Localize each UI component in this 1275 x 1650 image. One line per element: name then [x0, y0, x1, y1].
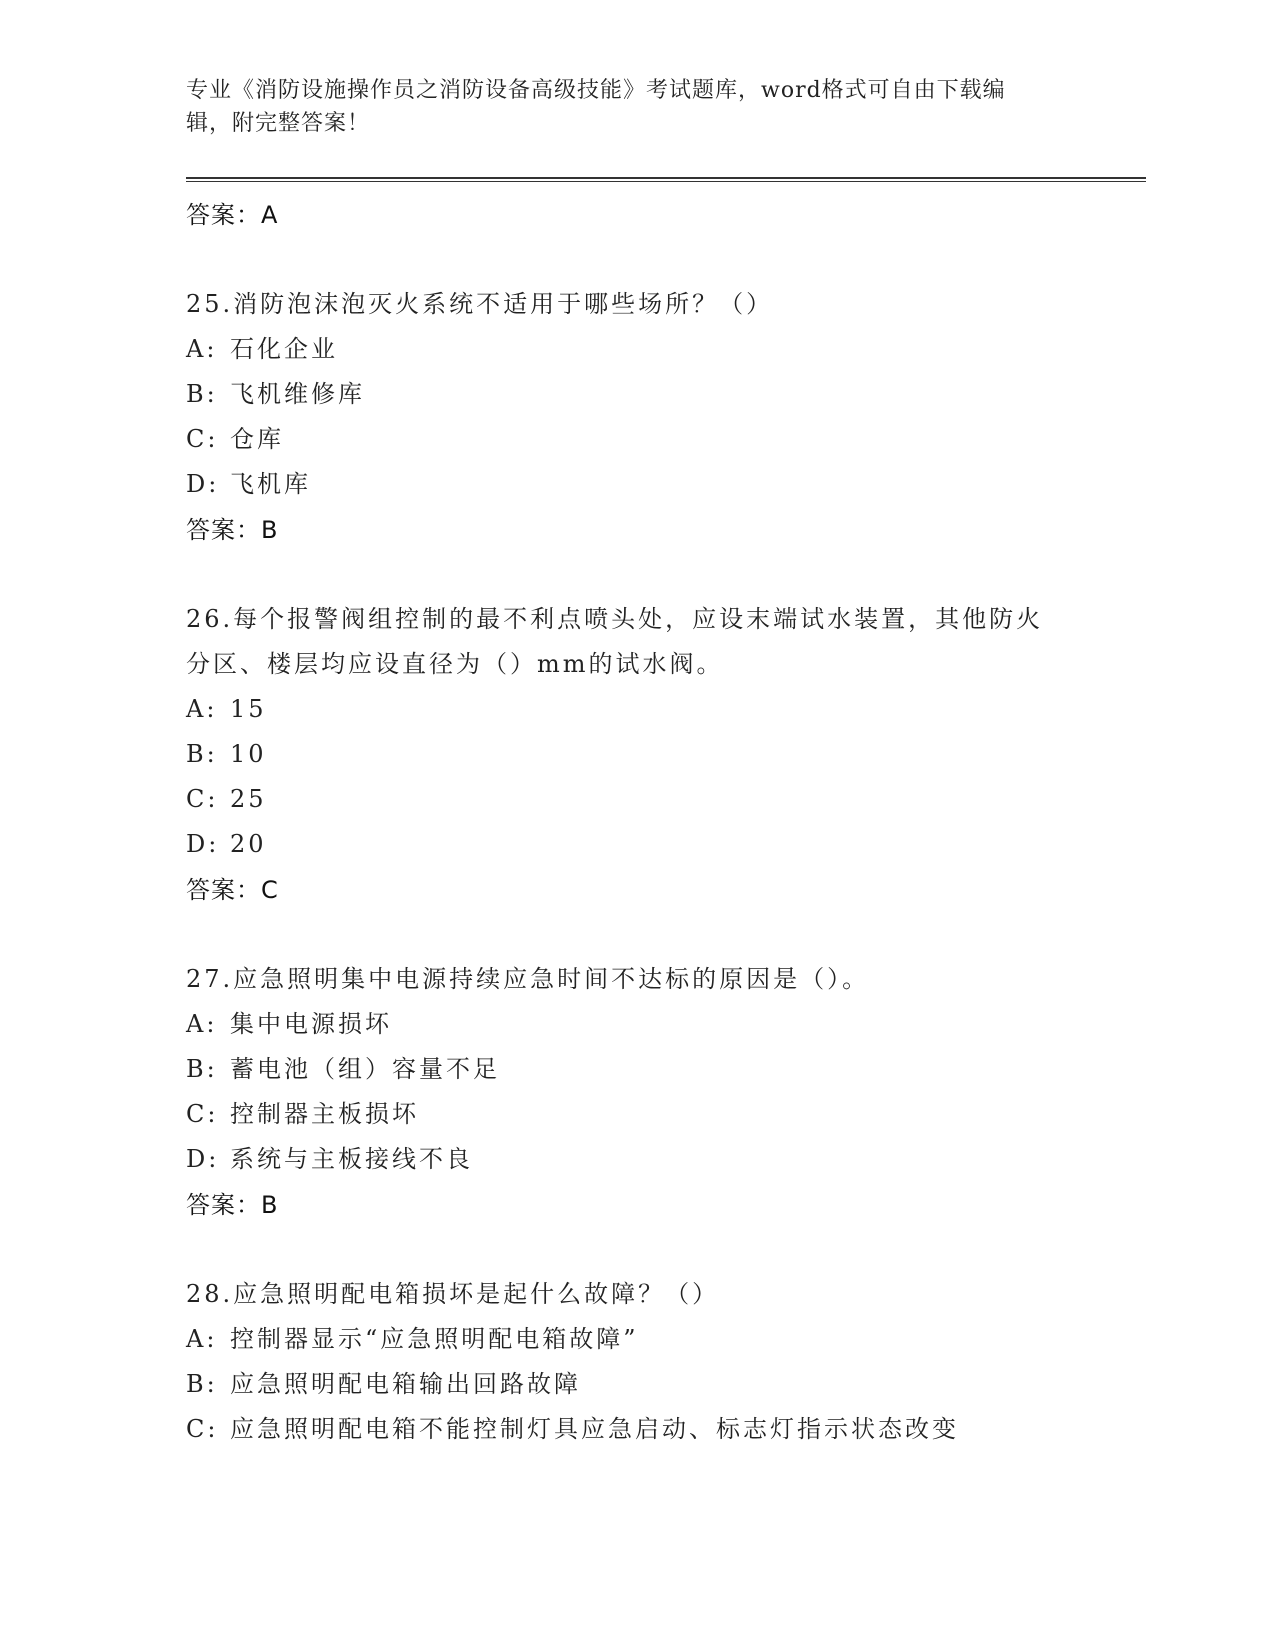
option-d	[186, 1137, 1146, 1182]
option-text: 蓄电池（组）容量不足	[230, 1055, 500, 1083]
option-b	[186, 1047, 1146, 1092]
question-block	[186, 957, 1146, 1228]
answer-label: 答案：	[186, 201, 261, 229]
option-a	[186, 1002, 1146, 1047]
option-text: 集中电源损坏	[230, 1010, 392, 1038]
option-text: 20	[230, 830, 267, 858]
option-text: 控制器主板损坏	[230, 1100, 419, 1128]
option-c	[186, 1407, 1146, 1452]
document-header	[186, 74, 1086, 140]
option-text: 25	[230, 785, 267, 813]
answer-label: 答案：	[186, 1191, 261, 1219]
option-letter: B:	[186, 1055, 218, 1083]
option-d	[186, 822, 1146, 867]
header-line-1: 专业《消防设施操作员之消防设备高级技能》考试题库，word格式可自由下载编	[186, 78, 1006, 103]
option-letter: C:	[186, 1100, 219, 1128]
option-b	[186, 732, 1146, 777]
option-letter: B:	[186, 1370, 218, 1398]
answer-line	[186, 192, 1146, 238]
answer-line	[186, 867, 1146, 913]
option-letter: C:	[186, 425, 219, 453]
header-line-2: 辑，附完整答案！	[186, 111, 371, 136]
question-list	[186, 192, 1146, 1452]
option-a	[186, 1317, 1146, 1362]
question-text: 25.消防泡沫泡灭火系统不适用于哪些场所？（）	[186, 290, 774, 318]
option-d	[186, 462, 1146, 507]
answer-value: A	[261, 201, 279, 229]
option-letter: D:	[186, 470, 220, 498]
header-divider	[186, 177, 1146, 182]
question-block	[186, 1272, 1146, 1452]
question-text: 28.应急照明配电箱损坏是起什么故障？（）	[186, 1280, 720, 1308]
option-text: 仓库	[230, 425, 284, 453]
answer-value: B	[261, 1191, 279, 1219]
question-text: 27.应急照明集中电源持续应急时间不达标的原因是（）。	[186, 965, 870, 993]
option-text: 控制器显示“应急照明配电箱故障”	[230, 1325, 639, 1353]
option-text: 飞机库	[230, 470, 311, 498]
answer-line	[186, 1182, 1146, 1228]
option-letter: D:	[186, 830, 220, 858]
option-b	[186, 372, 1146, 417]
option-a	[186, 327, 1146, 372]
question-text: 26.每个报警阀组控制的最不利点喷头处，应设末端试水装置，其他防火分区、楼层均应设直径为（）mm的试水阀。	[186, 605, 1044, 678]
answer-line	[186, 507, 1146, 553]
option-letter: B:	[186, 380, 218, 408]
option-c	[186, 417, 1146, 462]
option-a	[186, 687, 1146, 732]
answer-label: 答案：	[186, 516, 261, 544]
option-text: 应急照明配电箱不能控制灯具应急启动、标志灯指示状态改变	[230, 1415, 959, 1443]
option-letter: C:	[186, 1415, 219, 1443]
option-text: 15	[230, 695, 267, 723]
option-letter: D:	[186, 1145, 220, 1173]
option-letter: A:	[186, 1325, 218, 1353]
option-c	[186, 1092, 1146, 1137]
option-text: 应急照明配电箱输出回路故障	[230, 1370, 581, 1398]
option-c	[186, 777, 1146, 822]
answer-value: B	[261, 516, 279, 544]
option-b	[186, 1362, 1146, 1407]
option-letter: A:	[186, 335, 218, 363]
option-text: 10	[230, 740, 267, 768]
question-block	[186, 597, 1146, 913]
option-text: 石化企业	[230, 335, 338, 363]
option-letter: A:	[186, 695, 218, 723]
option-text: 系统与主板接线不良	[230, 1145, 473, 1173]
answer-value: C	[261, 876, 279, 904]
option-letter: C:	[186, 785, 219, 813]
option-letter: B:	[186, 740, 218, 768]
answer-label: 答案：	[186, 876, 261, 904]
option-letter: A:	[186, 1010, 218, 1038]
question-block	[186, 282, 1146, 553]
option-text: 飞机维修库	[230, 380, 365, 408]
